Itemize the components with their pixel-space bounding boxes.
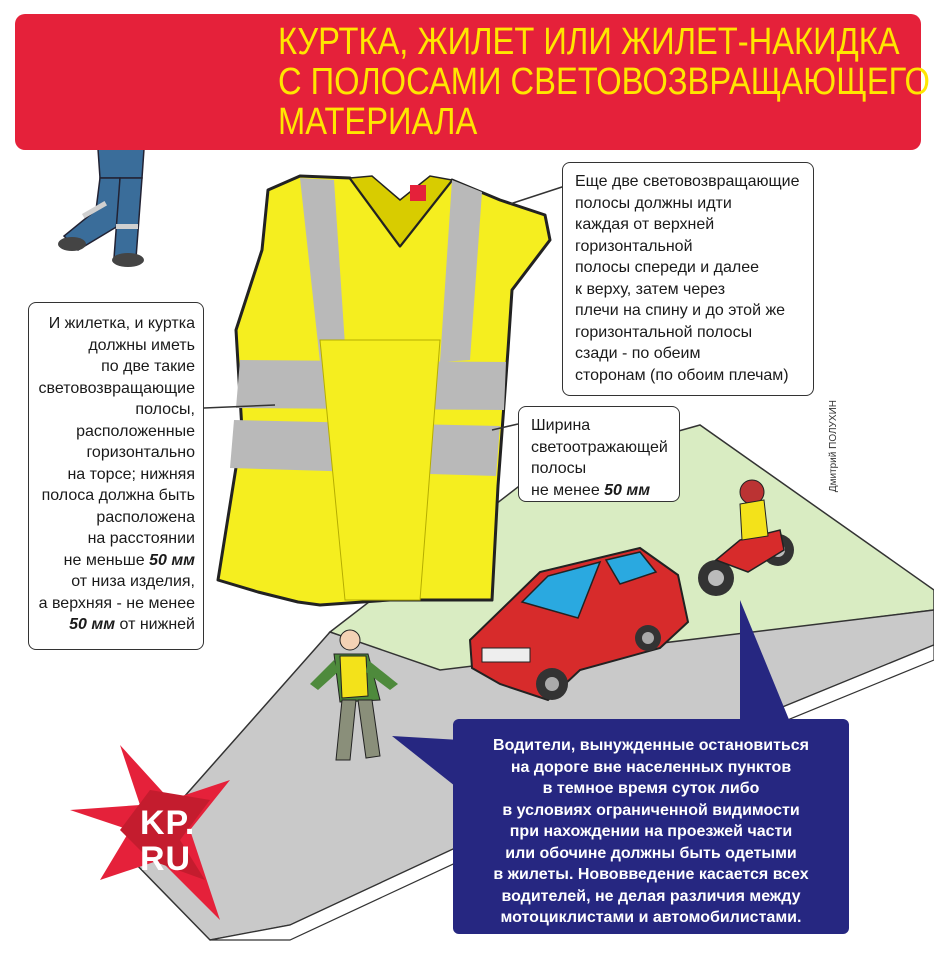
callout-line: полосы, xyxy=(135,401,195,418)
callout-line: по две такие xyxy=(101,358,195,375)
credit-container xyxy=(828,400,842,510)
info-line: в условиях ограниченной видимости xyxy=(502,801,800,819)
callout-line: каждая от верхней xyxy=(575,216,715,233)
callout-line: горизонтально xyxy=(86,444,195,461)
info-line: или обочине должны быть одетыми xyxy=(505,844,797,862)
callout-bold-value: 50 мм xyxy=(149,551,195,569)
callout-line: полосы xyxy=(531,460,587,477)
callout-line: на расстоянии xyxy=(87,530,195,547)
kp-ru-logo xyxy=(140,805,195,877)
callout-line: расположена xyxy=(96,508,195,526)
callout-bold-value: 50 мм xyxy=(604,481,651,499)
callout-line: горизонтальной полосы xyxy=(575,323,753,341)
callout-line: сзади - по обеим xyxy=(575,345,701,362)
callout-line xyxy=(29,550,195,572)
callout-line xyxy=(29,614,195,636)
callout-line: И жилетка, и куртка xyxy=(48,315,195,332)
callout-shoulder-stripes xyxy=(562,162,814,396)
callout-line: должны иметь xyxy=(88,336,195,354)
callout-line: а верхняя - не менее xyxy=(38,594,195,612)
callout-line: Ширина xyxy=(531,417,591,434)
logo-line-1: KP. xyxy=(140,804,196,842)
callout-line: светоотражающей xyxy=(531,438,668,456)
callout-text: не меньше xyxy=(63,551,150,569)
callout-line: полоса должна быть xyxy=(41,487,195,504)
callout-line: световозвращающие xyxy=(38,379,195,397)
callout-horizontal-stripes xyxy=(28,302,204,650)
driver-info-box xyxy=(453,719,849,934)
callout-line: полосы спереди и далее xyxy=(575,259,760,276)
callout-bold-value: 50 мм xyxy=(69,616,116,633)
callout-text: от нижней xyxy=(115,616,195,633)
callout-line: сторонам (по обоим плечам) xyxy=(575,366,789,384)
callout-line: плечи на спину и до этой же xyxy=(575,302,786,319)
info-line: Водители, вынужденные остановиться xyxy=(493,737,809,754)
info-line: в жилеты. Нововведение касается всех xyxy=(493,866,809,883)
callout-line: на торсе; нижняя xyxy=(67,465,195,483)
callout-line xyxy=(531,480,679,502)
callout-line: горизонтальной xyxy=(575,237,693,255)
callout-line: Еще две световозвращающие xyxy=(575,173,800,190)
title-line-3: МАТЕРИАЛА xyxy=(278,101,478,143)
author-credit: Дмитрий ПОЛУХИН xyxy=(828,400,839,493)
info-line: мотоциклистами и автомобилистами. xyxy=(500,909,802,926)
info-line: водителей, не делая различия между xyxy=(501,887,801,905)
title-line-1: КУРТКА, ЖИЛЕТ ИЛИ ЖИЛЕТ-НАКИДКА xyxy=(278,21,900,63)
callout-line: полосы должны идти xyxy=(575,194,732,212)
title-line-2: С ПОЛОСАМИ СВЕТОВОЗВРАЩАЮЩЕГО xyxy=(278,61,930,103)
info-line: при нахождении на проезжей части xyxy=(509,823,793,840)
callout-line: от низа изделия, xyxy=(71,573,195,590)
info-line: в темное время суток либо xyxy=(542,780,760,797)
callout-stripe-width xyxy=(518,406,680,502)
info-line: на дороге вне населенных пунктов xyxy=(510,758,792,776)
logo-line-2: RU xyxy=(140,840,192,878)
page-title xyxy=(278,21,930,143)
callout-line: к верху, затем через xyxy=(575,280,726,298)
callout-line: расположенные xyxy=(76,422,195,440)
callout-text: не менее xyxy=(531,481,605,499)
